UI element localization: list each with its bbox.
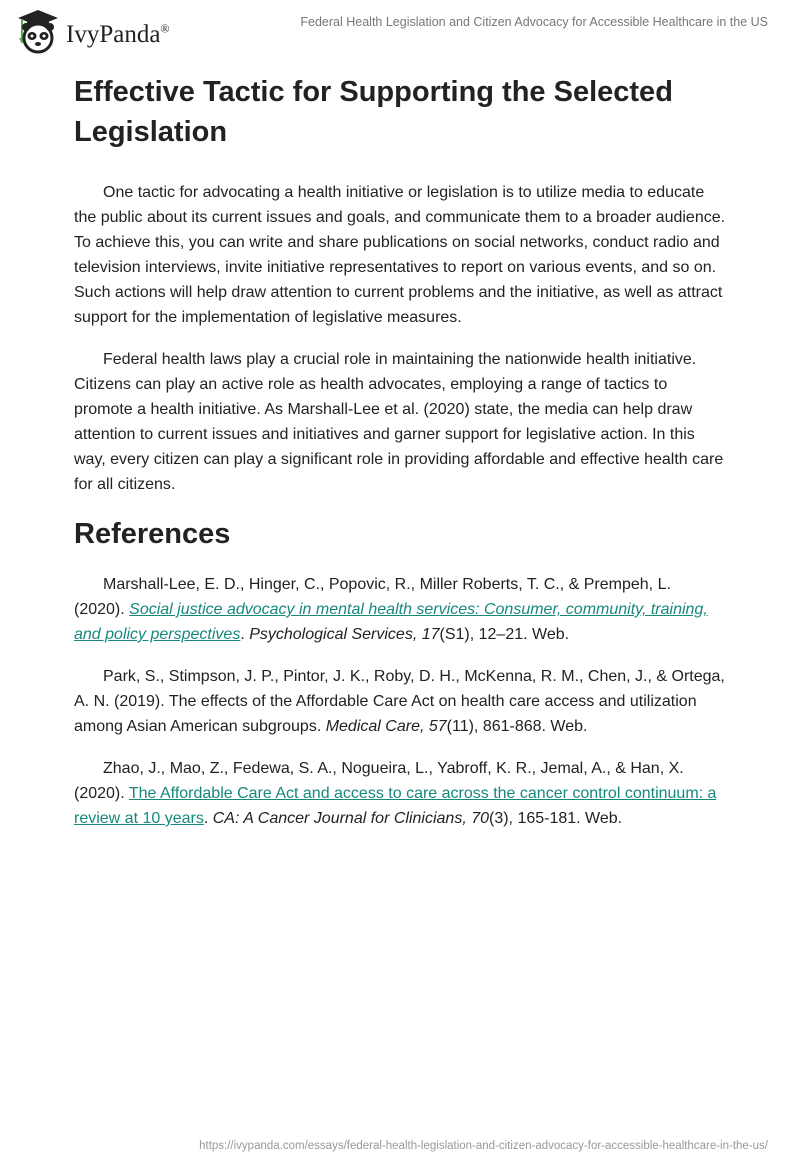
panda-logo-icon xyxy=(14,8,60,54)
ref-journal: Psychological Services, 17 xyxy=(249,626,440,643)
references-heading: References xyxy=(74,518,231,550)
logo-text xyxy=(66,21,170,49)
document-title: Federal Health Legislation and Citizen Advocacy for Accessible Healthcare in the US xyxy=(300,15,768,29)
ref-authors: Park, S., Stimpson, J. P., Pintor, J. K., Roby, D. H., McKenna, R. M., Chen, J., & Ortega, A. N. (2019). The effects of the Affordable Care Act on health care access and utilization among Asian American subgroups. xyxy=(74,668,725,735)
ref-journal: CA: A Cancer Journal for Clinicians, 70 xyxy=(212,810,489,827)
essay-content xyxy=(74,72,726,848)
ref-journal: Medical Care, 57 xyxy=(325,718,447,735)
section-heading: Effective Tactic for Supporting the Selected Legislation xyxy=(74,76,673,148)
ref-authors: Marshall-Lee, E. D., Hinger, C., Popovic, R., Miller Roberts, T. C., & Prempeh, L. (2020). xyxy=(74,576,671,618)
footer-url: https://ivypanda.com/essays/federal-health-legislation-and-citizen-advocacy-for-accessible-healthcare-in-the-us/ xyxy=(199,1140,768,1152)
logo-name: IvyPanda xyxy=(66,21,161,48)
ref-link[interactable]: The Affordable Care Act and access to care across the cancer control continuum: a review at 10 years xyxy=(74,785,717,827)
paragraph: Federal health laws play a crucial role in maintaining the nationwide health initiative. Citizens can play an active role as health advocates, employing a range of tactics to promote a health initiative. As Marshall-Lee et al. (2020) state, the media can help draw attention to current issues and initiatives and garner support for legislative action. In this way, every citizen can play a significant role in providing affordable and effective health care for all citizens. xyxy=(74,351,724,493)
ref-punct: . xyxy=(203,810,213,827)
ref-authors: Zhao, J., Mao, Z., Fedewa, S. A., Nogueira, L., Yabroff, K. R., Jemal, A., & Han, X. (2020). xyxy=(74,760,684,802)
ref-details: (3), 165-181. Web. xyxy=(489,810,623,827)
registered-mark: ® xyxy=(160,21,170,36)
reference-item xyxy=(74,664,726,739)
ref-link[interactable]: Social justice advocacy in mental health services: Consumer, community, training, and policy perspectives xyxy=(74,601,708,643)
ref-punct: . xyxy=(240,626,250,643)
ref-details: (S1), 12–21. Web. xyxy=(439,626,570,643)
ivypanda-logo[interactable] xyxy=(14,8,170,54)
ref-details: (11), 861-868. Web. xyxy=(446,718,588,735)
paragraph: One tactic for advocating a health initiative or legislation is to utilize media to educate the public about its current issues and goals, and communicate them to a broader audience. To achieve this, you can write and share publications on social networks, conduct radio and television interviews, invite initiative representatives to report on various events, and so on. Such actions will help draw attention to current problems and the initiative, as well as attract support for the implementation of legislative measures. xyxy=(74,184,726,326)
reference-item xyxy=(74,756,726,831)
reference-item xyxy=(74,572,726,647)
